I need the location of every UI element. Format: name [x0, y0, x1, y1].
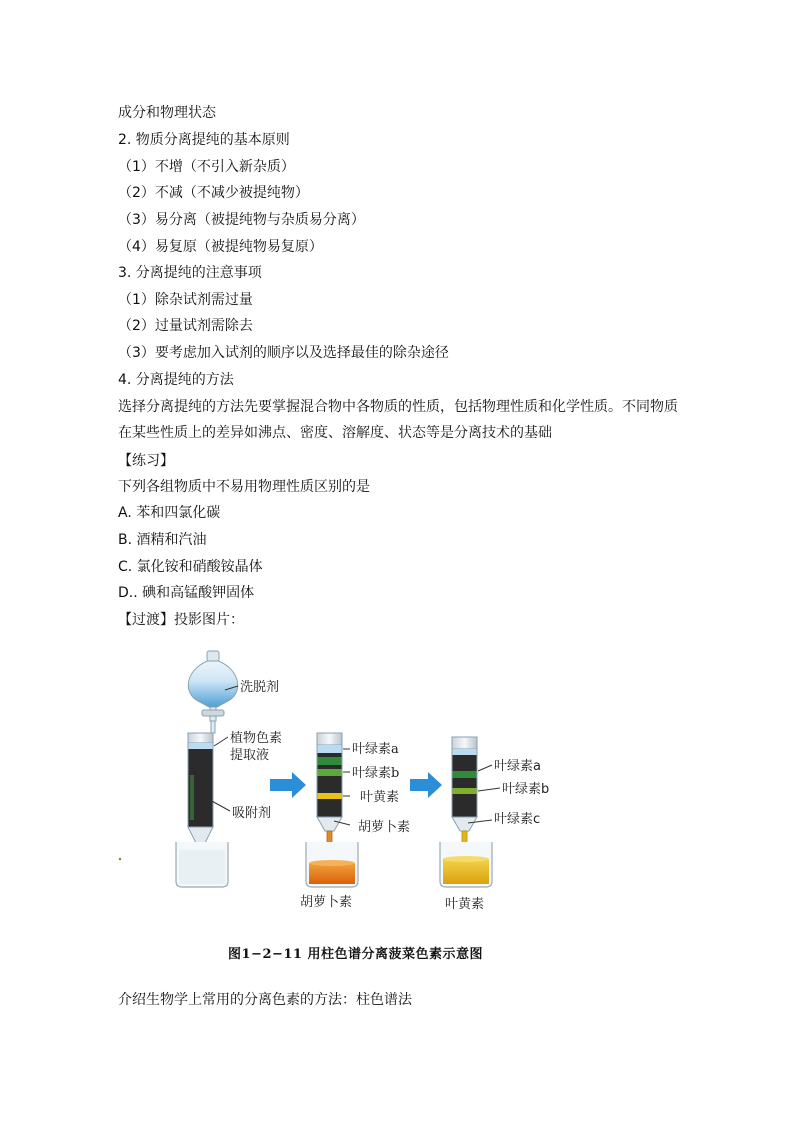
figure-caption: 图1−2−11 用柱色谱分离菠菜色素示意图 — [228, 947, 483, 962]
beaker-1 — [176, 842, 228, 887]
text-line: （2）过量试剂需除去 — [118, 318, 253, 334]
option-a: A. 苯和四氯化碳 — [118, 505, 221, 521]
option-c: C. 氯化铵和硝酸铵晶体 — [118, 559, 263, 575]
label-chl-b-2: 叶绿素b — [502, 782, 550, 797]
label-xanthophyll: 叶黄素 — [360, 790, 400, 805]
chromatography-figure — [110, 645, 580, 930]
beaker-2-label: 胡萝卜素 — [300, 895, 353, 910]
exercise-question: 下列各组物质中不易用物理性质区别的是 — [118, 479, 370, 495]
text-line: （1）不增（不引入新杂质） — [118, 159, 295, 175]
label-chl-c: 叶绿素c — [494, 812, 541, 827]
arrow-right-icon — [270, 772, 306, 798]
label-chl-a: 叶绿素a — [352, 742, 399, 757]
label-adsorbent: 吸附剂 — [232, 806, 272, 821]
text-line: （4）易复原（被提纯物易复原） — [118, 239, 323, 255]
column-1 — [188, 733, 213, 857]
separatory-funnel — [188, 651, 237, 733]
text-line: （3）易分离（被提纯物与杂质易分离） — [118, 212, 365, 228]
label-chl-a-2: 叶绿素a — [494, 759, 541, 774]
arrow-right-icon — [410, 772, 442, 798]
column-2 — [317, 733, 342, 843]
label-extract-2: 提取液 — [230, 748, 270, 763]
label-extract-1: 植物色素 — [230, 731, 283, 746]
label-carotene: 胡萝卜素 — [358, 820, 411, 835]
closing-line: 介绍生物学上常用的分离色素的方法：柱色谱法 — [118, 992, 412, 1008]
beaker-2 — [306, 842, 358, 887]
paragraph: 选择分离提纯的方法先要掌握混合物中各物质的性质，包括物理性质和化学性质。不同物质在某些性质上的差异如沸点、密度、溶解度、状态等是分离技术的基础 — [118, 399, 678, 441]
label-chl-b: 叶绿素b — [352, 766, 400, 781]
label-eluent: 洗脱剂 — [240, 680, 280, 695]
text-line: 4. 分离提纯的方法 — [118, 372, 234, 388]
transition-line: 【过渡】投影图片： — [118, 612, 244, 628]
text-line: 3. 分离提纯的注意事项 — [118, 265, 262, 281]
beaker-3-label: 叶黄素 — [445, 897, 485, 912]
text-line: 成分和物理状态 — [118, 105, 216, 121]
text-line: （2）不减（不减少被提纯物） — [118, 185, 309, 201]
beaker-3 — [440, 842, 492, 887]
exercise-heading: 【练习】 — [118, 453, 174, 469]
text-line: 2. 物质分离提纯的基本原则 — [118, 132, 290, 148]
option-d: D.. 碘和高锰酸钾固体 — [118, 585, 255, 601]
column-3 — [452, 737, 477, 843]
option-b: B. 酒精和汽油 — [118, 532, 207, 548]
text-line: （1）除杂试剂需过量 — [118, 292, 253, 308]
text-line: （3）要考虑加入试剂的顺序以及选择最佳的除杂途径 — [118, 345, 449, 361]
